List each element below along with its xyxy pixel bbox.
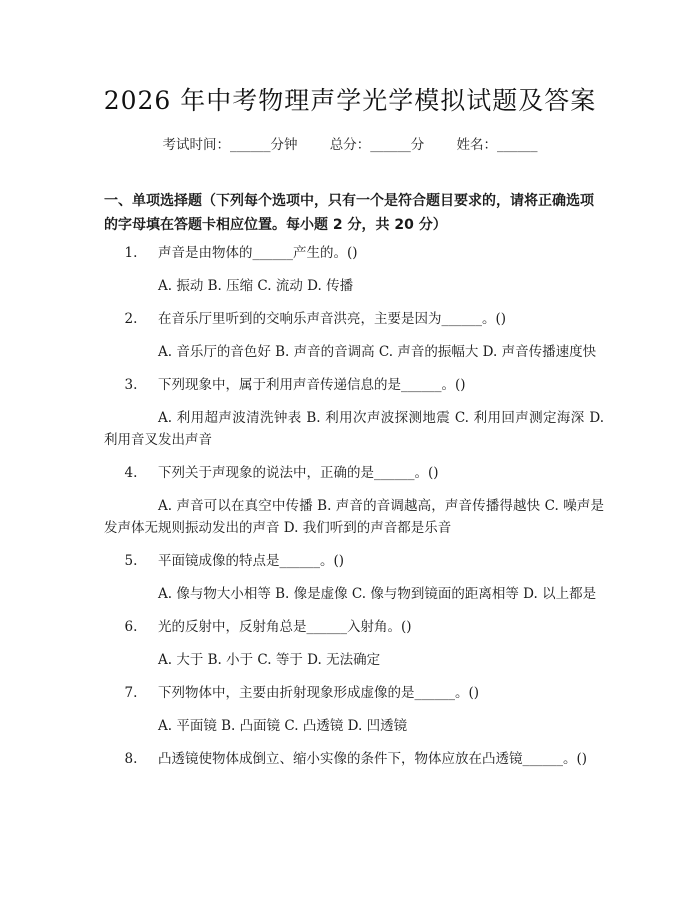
question-text: 下列现象中，属于利用声音传递信息的是______。() <box>158 377 466 393</box>
question-options: A. 平面镜 B. 凸面镜 C. 凸透镜 D. 凹透镜 <box>158 718 408 734</box>
question-item <box>104 374 604 396</box>
question-number: 8. <box>124 751 138 767</box>
question-number: 4. <box>124 465 138 481</box>
question-options: A. 大于 B. 小于 C. 等于 D. 无法确定 <box>158 652 381 668</box>
question-text: 在音乐厅里听到的交响乐声音洪亮，主要是因为______。() <box>158 311 507 327</box>
question-number: 3. <box>124 377 138 393</box>
question-number: 2. <box>124 311 138 327</box>
question-list <box>104 242 604 781</box>
question-item <box>104 748 604 770</box>
question-number: 1. <box>124 245 138 261</box>
question-options: A. 振动 B. 压缩 C. 流动 D. 传播 <box>158 278 354 294</box>
question-options: A. 利用超声波清洗钟表 B. 利用次声波探测地震 C. 利用回声测定海深 D. 利用音叉发出声音 <box>104 410 604 448</box>
question-options: A. 声音可以在真空中传播 B. 声音的音调越高，声音传播得越快 C. 噪声是发声体无规则振动发出的声音 D. 我们听到的声音都是乐音 <box>104 498 604 536</box>
question-item <box>104 682 604 704</box>
exam-time: 考试时间：______分钟 <box>162 137 298 153</box>
question-item <box>104 462 604 484</box>
question-number: 7. <box>124 685 138 701</box>
question-text: 下列关于声现象的说法中，正确的是______。() <box>158 465 439 481</box>
page-title: 2026 年中考物理声学光学模拟试题及答案 <box>103 86 597 115</box>
question-number: 6. <box>124 619 138 635</box>
question-text: 下列物体中，主要由折射现象形成虚像的是______。() <box>158 685 480 701</box>
question-options: A. 像与物大小相等 B. 像是虚像 C. 像与物到镜面的距离相等 D. 以上都是 <box>158 586 597 602</box>
exam-name: 姓名：______ <box>456 137 538 153</box>
question-text: 凸透镜使物体成倒立、缩小实像的条件下，物体应放在凸透镜______。() <box>158 751 588 767</box>
question-text: 光的反射中，反射角总是______入射角。() <box>158 619 412 635</box>
question-text: 平面镜成像的特点是______。() <box>158 553 345 569</box>
question-item <box>104 616 604 638</box>
question-item <box>104 308 604 330</box>
question-text: 声音是由物体的______产生的。() <box>158 245 358 261</box>
question-options: A. 音乐厅的音色好 B. 声音的音调高 C. 声音的振幅大 D. 声音传播速度快 <box>158 344 597 360</box>
exam-meta <box>0 133 700 153</box>
question-item <box>104 242 604 264</box>
question-item <box>104 550 604 572</box>
question-number: 5. <box>124 553 138 569</box>
exam-score: 总分：______分 <box>329 137 425 153</box>
section-heading: 一、单项选择题（下列每个选项中，只有一个是符合题目要求的，请将正确选项的字母填在答题卡相应位置。每小题 2 分，共 20 分） <box>104 193 594 233</box>
